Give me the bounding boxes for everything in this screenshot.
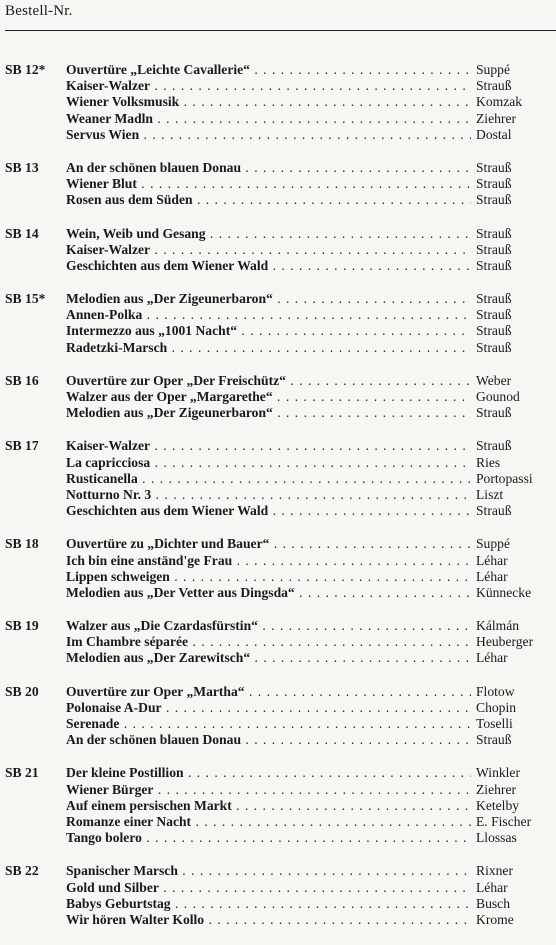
order-number: SB 22 [5,863,39,879]
catalog-group [0,863,556,928]
composer-name: Flotow [474,684,556,700]
composer-name: Strauß [474,503,556,519]
piece-title: Geschichten aus dem Wiener Wald . . [66,503,471,519]
composer-name: Léhar [474,569,556,585]
piece-title: Wein, Weib und Gesang . . [66,226,471,242]
piece-title: Lippen schweigen . . [66,569,471,585]
order-number: SB 17 [5,438,39,454]
composer-name: Strauß [474,307,556,323]
piece-title: Melodien aus „Der Vetter aus Dingsda“ . . [66,585,471,601]
catalog-row [0,405,556,421]
composer-name: Dostal [474,127,556,143]
composer-name: Strauß [474,226,556,242]
piece-title: Polonaise A-Dur . . [66,700,471,716]
piece-title: Serenade . . [66,716,471,732]
composer-name: Strauß [474,242,556,258]
piece-title: Der kleine Postillion . . [66,765,471,781]
composer-name: Strauß [474,732,556,748]
composer-name: Strauß [474,78,556,94]
composer-name: Ketelby [474,798,556,814]
piece-title: Geschichten aus dem Wiener Wald . . [66,258,471,274]
catalog-group [0,684,556,749]
catalog-row [0,94,556,110]
composer-name: Strauß [474,323,556,339]
catalog-row [0,618,556,634]
order-number: SB 18 [5,536,39,552]
catalog-group [0,226,556,275]
catalog-row [0,373,556,389]
catalog-row [0,62,556,78]
piece-title: Weaner Madln . . [66,111,471,127]
composer-name: Toselli [474,716,556,732]
catalog-row [0,127,556,143]
catalog-group [0,291,556,356]
piece-title: Spanischer Marsch . . [66,863,471,879]
composer-name: Krome [474,912,556,928]
piece-title: Kaiser-Walzer . . [66,242,471,258]
piece-title: Ouvertüre zur Oper „Der Freischütz“ . . [66,373,471,389]
catalog-row [0,487,556,503]
piece-title: Rosen aus dem Süden . . [66,192,471,208]
catalog-row [0,111,556,127]
catalog-row [0,650,556,666]
composer-name: Suppé [474,62,556,78]
piece-title: Tango bolero . . [66,830,471,846]
catalog-row [0,880,556,896]
piece-title: Annen-Polka . . [66,307,471,323]
header-rule [5,30,556,31]
catalog-group [0,160,556,209]
catalog-group [0,765,556,846]
composer-name: Winkler [474,765,556,781]
catalog-group [0,373,556,422]
composer-name: Llossas [474,830,556,846]
catalog-row [0,732,556,748]
catalog-group [0,618,556,667]
piece-title: Wiener Volksmusik . . [66,94,471,110]
composer-name: Strauß [474,160,556,176]
order-number-header: Bestell-Nr. [5,3,73,19]
composer-name: Ziehrer [474,111,556,127]
piece-title: Ouvertüre zu „Dichter und Bauer“ . . [66,536,471,552]
piece-title: An der schönen blauen Donau . . [66,160,471,176]
piece-title: Kaiser-Walzer . . [66,438,471,454]
catalog-row [0,78,556,94]
order-number: SB 14 [5,225,39,241]
catalog-row [0,700,556,716]
composer-name: Chopin [474,700,556,716]
composer-name: Portopassi [474,471,556,487]
piece-title: Romanze einer Nacht . . [66,814,471,830]
composer-name: Strauß [474,405,556,421]
composer-name: Komzak [474,94,556,110]
composer-name: Strauß [474,340,556,356]
composer-name: Strauß [474,291,556,307]
piece-title: Wiener Bürger . . [66,782,471,798]
composer-name: Léhar [474,650,556,666]
catalog-row [0,782,556,798]
catalog-row [0,471,556,487]
order-number: SB 12* [5,62,46,77]
catalog-row [0,242,556,258]
catalog-row [0,340,556,356]
piece-title: Babys Geburtstag . . [66,896,471,912]
catalog-row [0,389,556,405]
catalog-row [0,765,556,781]
piece-title: Walzer aus „Die Czardasfürstin“ . . [66,618,471,634]
piece-title: Auf einem persischen Markt . . [66,798,471,814]
composer-name: Strauß [474,258,556,274]
catalog-row [0,863,556,879]
composer-name: Gounod [474,389,556,405]
piece-title: Wiener Blut . . [66,176,471,192]
piece-title: Intermezzo aus „1001 Nacht“ . . [66,323,471,339]
piece-title: Ouvertüre „Leichte Cavallerie“ . . [66,62,471,78]
record-catalog [0,62,556,945]
piece-title: An der schönen blauen Donau . . [66,732,471,748]
catalog-row [0,438,556,454]
catalog-row [0,585,556,601]
piece-title: Notturno Nr. 3 . . [66,487,471,503]
composer-name: Heuberger [474,634,556,650]
composer-name: Léhar [474,880,556,896]
piece-title: La capricciosa . . [66,455,471,471]
catalog-row [0,258,556,274]
catalog-row [0,192,556,208]
catalog-row [0,634,556,650]
catalog-row [0,814,556,830]
composer-name: Kálmán [474,618,556,634]
composer-name: Weber [474,373,556,389]
catalog-row [0,176,556,192]
order-number: SB 19 [5,618,39,634]
piece-title: Wir hören Walter Kollo . . [66,912,471,928]
composer-name: Busch [474,896,556,912]
order-number: SB 20 [5,683,39,699]
catalog-row [0,307,556,323]
catalog-row [0,912,556,928]
piece-title: Kaiser-Walzer . . [66,78,471,94]
catalog-group [0,62,556,143]
catalog-group [0,438,556,519]
piece-title: Radetzki-Marsch . . [66,340,471,356]
order-number: SB 21 [5,765,39,781]
catalog-row [0,896,556,912]
catalog-row [0,291,556,307]
piece-title: Servus Wien . . [66,127,471,143]
piece-title: Ouvertüre zur Oper „Martha“ . . [66,684,471,700]
piece-title: Melodien aus „Der Zigeunerbaron“ . . [66,291,471,307]
composer-name: Léhar [474,553,556,569]
catalog-row [0,553,556,569]
piece-title: Rusticanella . . [66,471,471,487]
catalog-row [0,716,556,732]
composer-name: Rixner [474,863,556,879]
catalog-row [0,226,556,242]
catalog-row [0,536,556,552]
composer-name: Liszt [474,487,556,503]
catalog-row [0,684,556,700]
composer-name: Künnecke [474,585,556,601]
composer-name: E. Fischer [474,814,556,830]
piece-title: Melodien aus „Der Zigeunerbaron“ . . [66,405,471,421]
composer-name: Strauß [474,192,556,208]
catalog-group [0,536,556,601]
piece-title: Im Chambre séparée . . [66,634,471,650]
piece-title: Gold und Silber . . [66,880,471,896]
order-number: SB 16 [5,372,39,388]
composer-name: Ziehrer [474,782,556,798]
catalog-row [0,455,556,471]
composer-name: Suppé [474,536,556,552]
piece-title: Ich bin eine anständ'ge Frau . . [66,553,471,569]
piece-title: Walzer aus der Oper „Margarethe“ . . [66,389,471,405]
order-number: SB 13 [5,159,39,175]
catalog-row [0,503,556,519]
catalog-row [0,798,556,814]
catalog-row [0,569,556,585]
composer-name: Strauß [474,176,556,192]
order-number: SB 15* [5,291,46,307]
catalog-row [0,830,556,846]
composer-name: Strauß [474,438,556,454]
catalog-row [0,323,556,339]
piece-title: Melodien aus „Der Zarewitsch“ . . [66,650,471,666]
composer-name: Ries [474,455,556,471]
catalog-row [0,160,556,176]
